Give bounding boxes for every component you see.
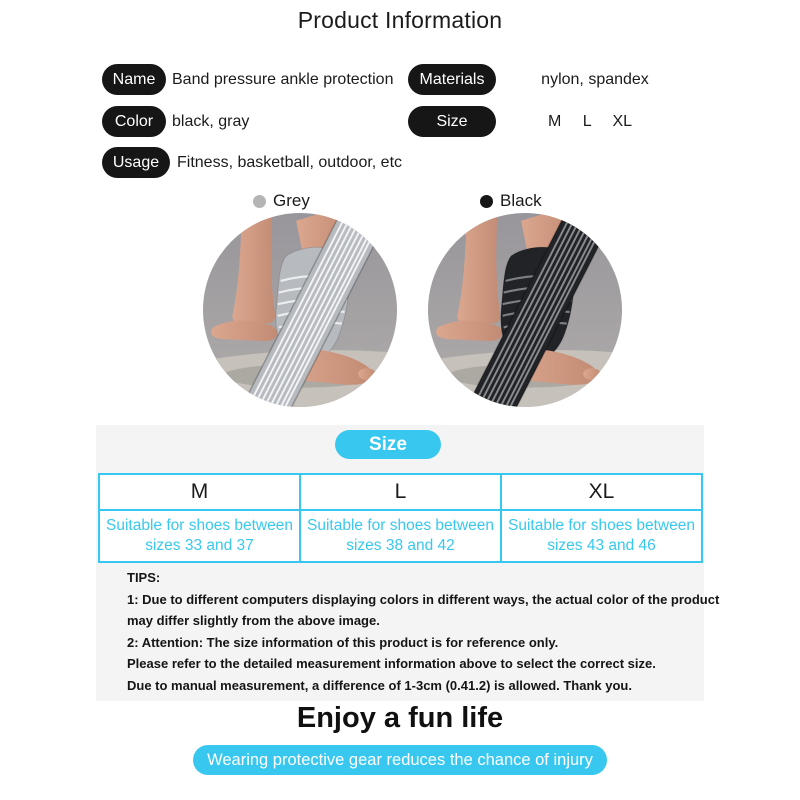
variant-name-black: Black — [500, 191, 542, 210]
size-header-m: M — [99, 474, 300, 510]
materials-value: nylon, spandex — [541, 71, 649, 88]
size-note-m: Suitable for shoes between sizes 33 and 37 — [99, 510, 300, 562]
size-value: M L XL — [547, 113, 633, 130]
tips-line-1: 1: Due to different computers displaying colors in different ways, the actual color of the product — [127, 591, 720, 607]
tips-heading: TIPS: — [127, 570, 161, 585]
grey-ankle-brace-illustration — [203, 213, 397, 407]
usage-label-pill: Usage — [102, 147, 170, 178]
variant-name-grey: Grey — [273, 191, 310, 210]
color-value: black, gray — [172, 113, 250, 130]
grey-color-dot-icon — [253, 195, 266, 208]
size-section-badge: Size — [335, 430, 441, 459]
tips-line-2: may differ slightly from the above image. — [127, 613, 380, 628]
size-label-pill: Size — [408, 106, 496, 137]
footer-banner: Wearing protective gear reduces the chance of injury — [193, 745, 607, 775]
size-table-note-row — [99, 510, 702, 562]
product-photo-grey — [203, 213, 397, 407]
size-note-l: Suitable for shoes between sizes 38 and 42 — [300, 510, 501, 562]
size-header-l: L — [300, 474, 501, 510]
size-note-xl: Suitable for shoes between sizes 43 and 46 — [501, 510, 702, 562]
size-table — [98, 473, 703, 563]
variant-label-grey — [253, 191, 310, 211]
tips-line-5: Due to manual measurement, a difference of 1-3cm (0.41.2) is allowed. Thank you. — [127, 677, 632, 693]
size-header-xl: XL — [501, 474, 702, 510]
page-title: Product Information — [297, 7, 503, 33]
usage-value: Fitness, basketball, outdoor, etc — [177, 154, 403, 171]
footer-heading: Enjoy a fun life — [296, 702, 504, 734]
size-table-header-row — [99, 474, 702, 510]
product-photo-black — [428, 213, 622, 407]
black-ankle-brace-illustration — [428, 213, 622, 407]
black-color-dot-icon — [480, 195, 493, 208]
tips-line-3: 2: Attention: The size information of this product is for reference only. — [127, 634, 559, 650]
tips-line-4: Please refer to the detailed measurement information above to select the correct size. — [127, 656, 656, 671]
tips-block — [127, 567, 719, 696]
name-label-pill: Name — [102, 64, 166, 95]
name-value: Band pressure ankle protection — [172, 71, 394, 88]
color-label-pill: Color — [102, 106, 166, 137]
materials-label-pill: Materials — [408, 64, 496, 95]
variant-label-black — [480, 191, 542, 211]
